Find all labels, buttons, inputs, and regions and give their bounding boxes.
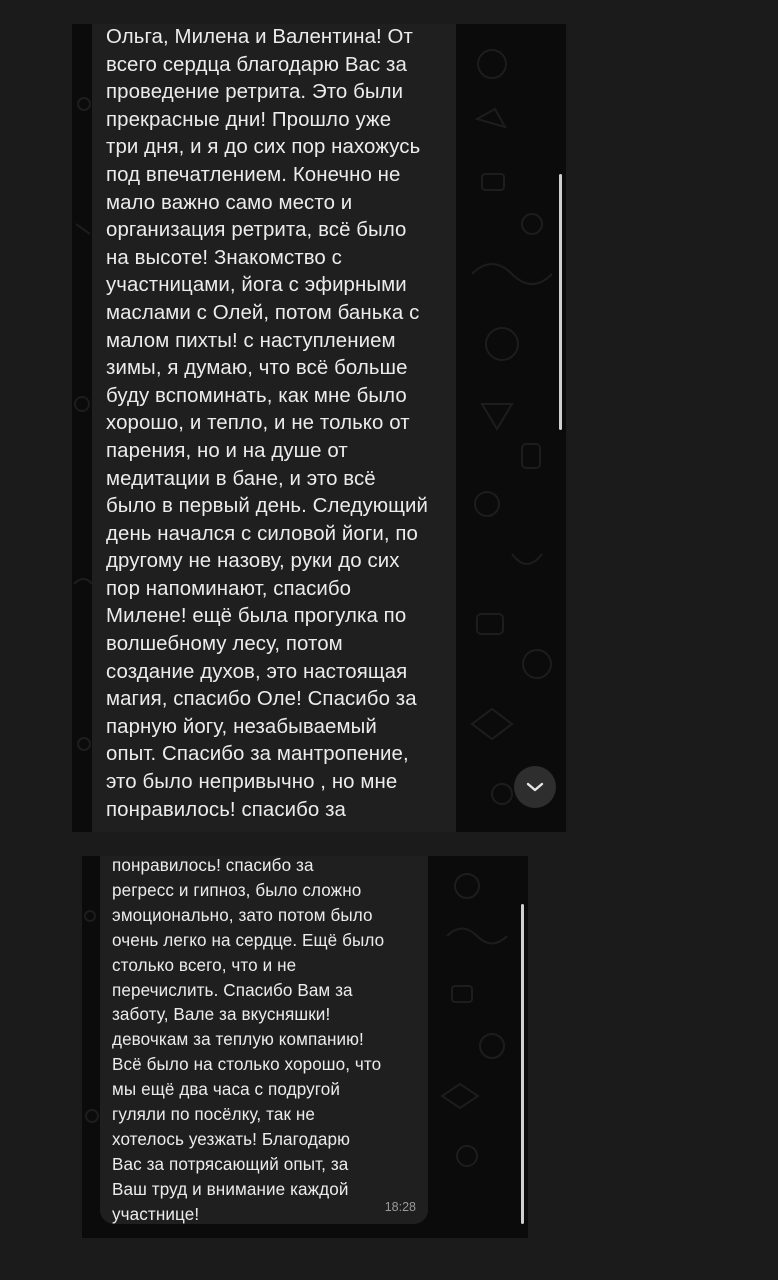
message-line: на высоте! Знакомство с (106, 246, 342, 269)
message-line: регресс и гипноз, было сложно (112, 880, 362, 900)
scroll-to-bottom-button[interactable] (514, 766, 556, 808)
message-line: эмоционально, зато потом было (112, 905, 373, 925)
message-line: Всё было на столько хорошо, что (112, 1055, 382, 1075)
message-line: это было непривычно , но мне (106, 771, 398, 794)
message-line: парения, но и на душе от (106, 439, 348, 462)
message-line: Ваш труд и внимание каждой (112, 1179, 349, 1199)
message-line: малом пихты! с наступлением (106, 329, 396, 352)
message-line: участницами, йога с эфирными (106, 274, 407, 297)
message-line: волшебному лесу, потом (106, 633, 343, 656)
message-line: мы ещё два часа с подругой (112, 1080, 340, 1100)
message-line: магия, спасибо Оле! Спасибо за (106, 688, 417, 711)
message-line: очень легко на сердце. Ещё было (112, 930, 385, 950)
message-line: хорошо, и тепло, и не только от (106, 412, 410, 435)
scrollbar-thumb[interactable] (559, 174, 562, 430)
chat-screenshot-bottom (82, 856, 528, 1238)
message-line: мало важно само место и (106, 191, 353, 214)
scrollbar-thumb[interactable] (521, 904, 524, 1224)
chat-screenshot-top (72, 24, 566, 832)
message-line: Ольга, Милена и Валентина! От (106, 26, 413, 48)
message-line: организация ретрита, всё было (106, 219, 407, 242)
chevron-down-icon (526, 781, 544, 793)
message-line: зимы, я думаю, что всё больше (106, 357, 408, 380)
message-line: гуляли по посёлку, так не (112, 1105, 316, 1125)
message-line: проведение ретрита. Это были (106, 81, 404, 104)
message-line: заботу, Вале за вкусняшки! (112, 1005, 331, 1025)
message-line: всего сердца благодарю Вас за (106, 53, 407, 76)
message-line: хотелось уезжать! Благодарю (112, 1129, 351, 1149)
message-line: маслами с Олей, потом банька с (106, 301, 420, 324)
message-line: девочкам за теплую компанию! (112, 1030, 364, 1050)
message-line: под впечатлением. Конечно не (106, 163, 401, 186)
message-line: парную йогу, незабываемый (106, 715, 377, 738)
message-line: понравилось! спасибо за (106, 798, 346, 821)
message-line: медитации в бане, и это всё (106, 467, 376, 490)
message-line: три дня, и я до сих пор нахожусь (106, 136, 421, 159)
message-line: было в первый день. Следующий (106, 495, 429, 518)
message-line: прекрасные дни! Прошло уже (106, 108, 392, 131)
message-text (106, 24, 446, 824)
message-line: участнице! (112, 1204, 200, 1224)
message-bubble (92, 24, 456, 832)
message-line: перечислить. Спасибо Вам за (112, 980, 353, 1000)
message-text (112, 856, 422, 1224)
message-line: Вас за потрясающий опыт, за (112, 1154, 349, 1174)
message-line: Милене! ещё была прогулка по (106, 605, 407, 628)
message-line: создание духов, это настоящая (106, 660, 408, 683)
message-line: пор напоминают, спасибо (106, 577, 352, 600)
message-line: столько всего, что и не (112, 955, 297, 975)
message-line: другому не назову, руки до сих (106, 550, 400, 573)
message-line: буду вспоминать, как мне было (106, 384, 407, 407)
message-bubble (100, 856, 428, 1224)
message-line: понравилось! спасибо за (112, 856, 314, 875)
message-line: опыт. Спасибо за мантропение, (106, 743, 409, 766)
message-line: день начался с силовой йоги, по (106, 522, 418, 545)
message-timestamp: 18:28 (384, 1200, 416, 1214)
